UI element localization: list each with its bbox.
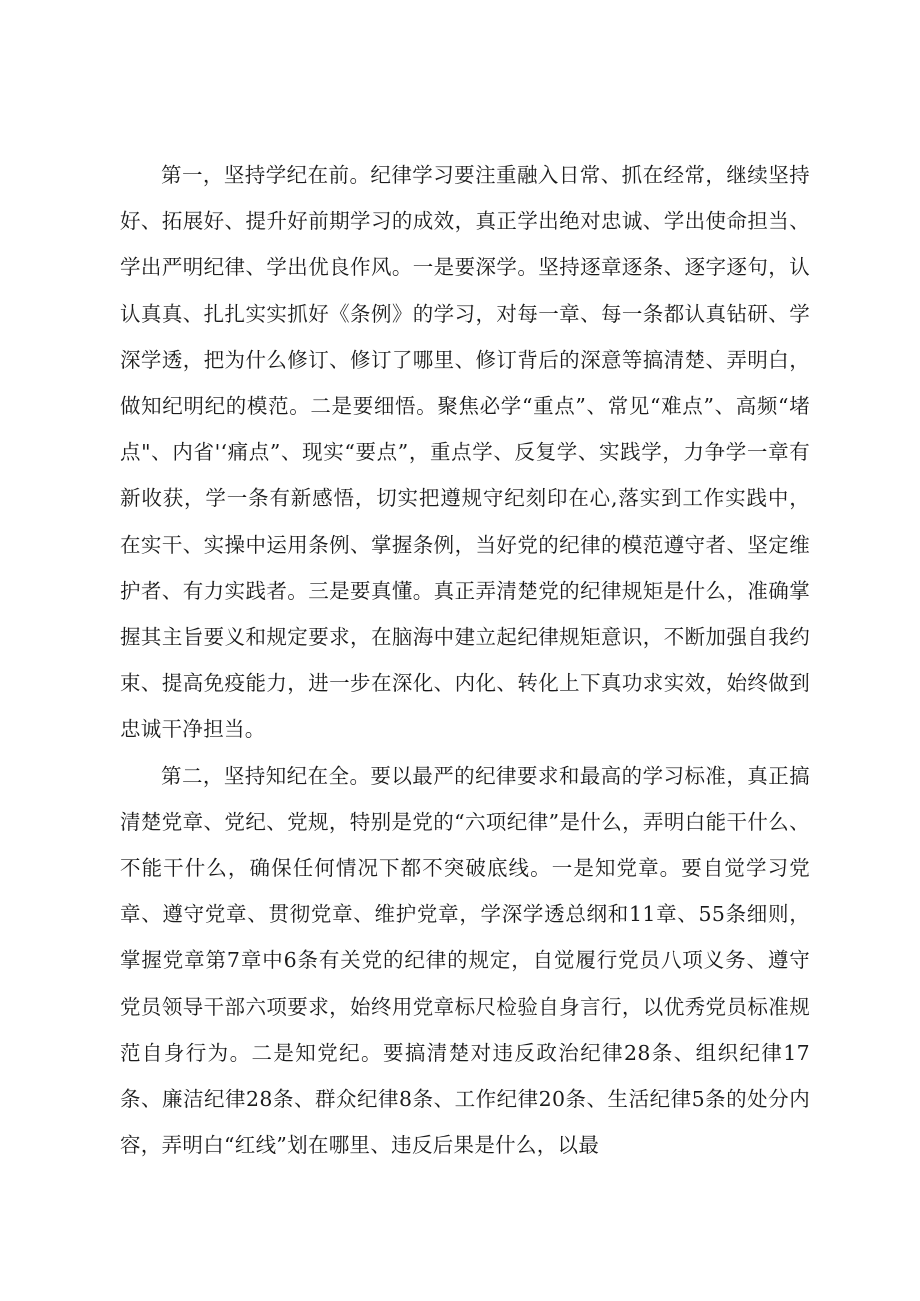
- document-body: [120, 152, 810, 1168]
- paragraph-first-point: 第一，坚持学纪在前。纪律学习要注重融入日常、抓在经常，继续坚持好、拓展好、提升好前期学习的成效，真正学出绝对忠诚、学出使命担当、学出严明纪律、学出优良作风。一是要深学。坚持逐章逐条、逐字逐句，认认真真、扎扎实实抓好《条例》的学习，对每一章、每一条都认真钻研、学深学透，把为什么修订、修订了哪里、修订背后的深意等搞清楚、弄明白，做知纪明纪的模范。二是要细悟。聚焦必学“重点”、常见“难点”、高频“堵点"、内省'‘痛点”、现实“要点”，重点学、反复学、实践学，力争学一章有新收获，学一条有新感悟，切实把遵规守纪刻印在心,落实到工作实践中，在实干、实操中运用条例、掌握条例，当好党的纪律的模范遵守者、坚定维护者、有力实践者。三是要真懂。真正弄清楚党的纪律规矩是什么，准确掌握其主旨要义和规定要求，在脑海中建立起纪律规矩意识，不断加强自我约束、提高免疫能力，进一步在深化、内化、转化上下真功求实效，始终做到忠诚干净担当。: [120, 163, 810, 742]
- paragraph-second-point: 第二，坚持知纪在全。要以最严的纪律要求和最高的学习标准，真正搞清楚党章、党纪、党规，特别是党的“六项纪律”是什么，弄明白能干什么、不能干什么，确保任何情况下都不突破底线。一是知党章。要自觉学习党章、遵守党章、贯彻党章、维护党章，学深学透总纲和11章、55条细则，掌握党章第7章中6条有关党的纪律的规定，自觉履行党员八项义务、遵守党员领导干部六项要求，始终用党章标尺检验自身言行，以优秀党员标准规范自身行为。二是知党纪。要搞清楚对违反政治纪律28条、组织纪律17条、廉洁纪律28条、群众纪律8条、工作纪律20条、生活纪律5条的处分内容，弄明白“红线”划在哪里、违反后果是什么，以最: [120, 763, 810, 1158]
